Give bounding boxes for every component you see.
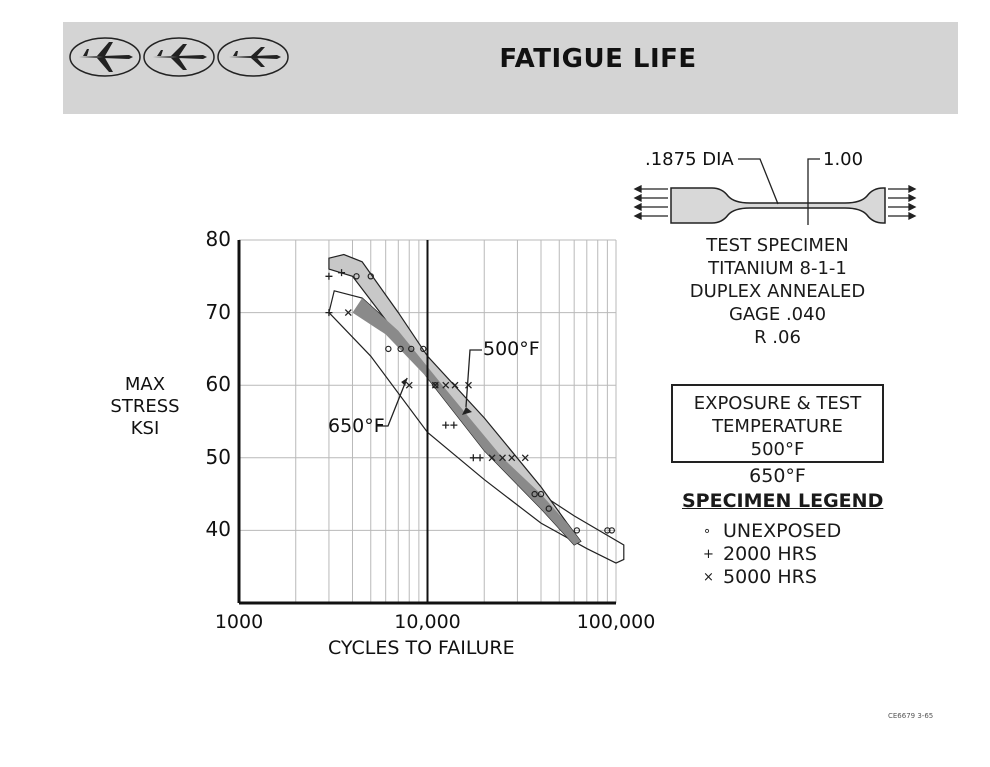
legend-item-label: UNEXPOSED — [723, 520, 842, 542]
x-axis-label: CYCLES TO FAILURE — [328, 637, 515, 659]
exposure-temperature-box — [671, 384, 884, 463]
y-tick-label: 50 — [205, 444, 231, 469]
x-tick-label: 100,000 — [576, 611, 656, 633]
length-leader — [808, 159, 820, 225]
specimen-line: DUPLEX ANNEALED — [689, 281, 866, 302]
plus-marker-icon: + — [703, 547, 714, 562]
dia-leader — [738, 159, 778, 204]
load-arrows-left — [635, 186, 668, 219]
exposure-line: 500°F — [750, 439, 805, 460]
y-tick-label: 60 — [205, 372, 231, 397]
legend-title: SPECIMEN LEGEND — [682, 490, 884, 512]
data-point-2000hrs — [325, 273, 332, 280]
x-tick-label: 1000 — [214, 611, 264, 633]
specimen-line: TITANIUM 8-1-1 — [708, 258, 847, 279]
y-tick-label: 80 — [205, 227, 231, 251]
x-tick-label: 10,000 — [394, 611, 461, 633]
specimen-line: GAGE .040 — [728, 304, 827, 325]
load-arrows-right — [888, 186, 915, 219]
legend-item-label: 5000 HRS — [723, 566, 817, 588]
exposure-line: TEMPERATURE — [712, 416, 843, 437]
band-layer — [329, 255, 624, 564]
y-axis-label: MAX STRESS KSI — [110, 374, 180, 439]
circle-marker-icon: ∘ — [703, 524, 712, 539]
exposure-line: EXPOSURE & TEST — [693, 393, 862, 414]
x-marker-icon: × — [703, 570, 714, 585]
legend-item-label: 2000 HRS — [723, 543, 817, 565]
specimen-line: TEST SPECIMEN — [706, 235, 849, 256]
page-title: FATIGUE LIFE — [499, 44, 697, 74]
annotation-leader-500f — [466, 350, 482, 407]
legend-item-2000hrs — [703, 543, 841, 566]
exposure-second-temp: 650°F — [749, 465, 806, 487]
specimen-length-label: 1.00 — [823, 149, 864, 170]
specimen-diameter-label: .1875 DIA — [645, 149, 734, 170]
y-tick-label: 40 — [205, 517, 231, 542]
annotation-650f: 650°F — [328, 415, 385, 437]
specimen-line: R .06 — [754, 327, 801, 348]
legend-item-5000hrs — [703, 566, 841, 589]
document-code: CE6679 3-65 — [888, 712, 934, 720]
y-tick-label: 70 — [205, 299, 231, 324]
legend — [703, 520, 841, 589]
specimen-description — [655, 234, 900, 349]
specimen-outline — [671, 188, 885, 223]
annotation-500f: 500°F — [483, 338, 540, 360]
legend-item-unexposed — [703, 520, 841, 543]
